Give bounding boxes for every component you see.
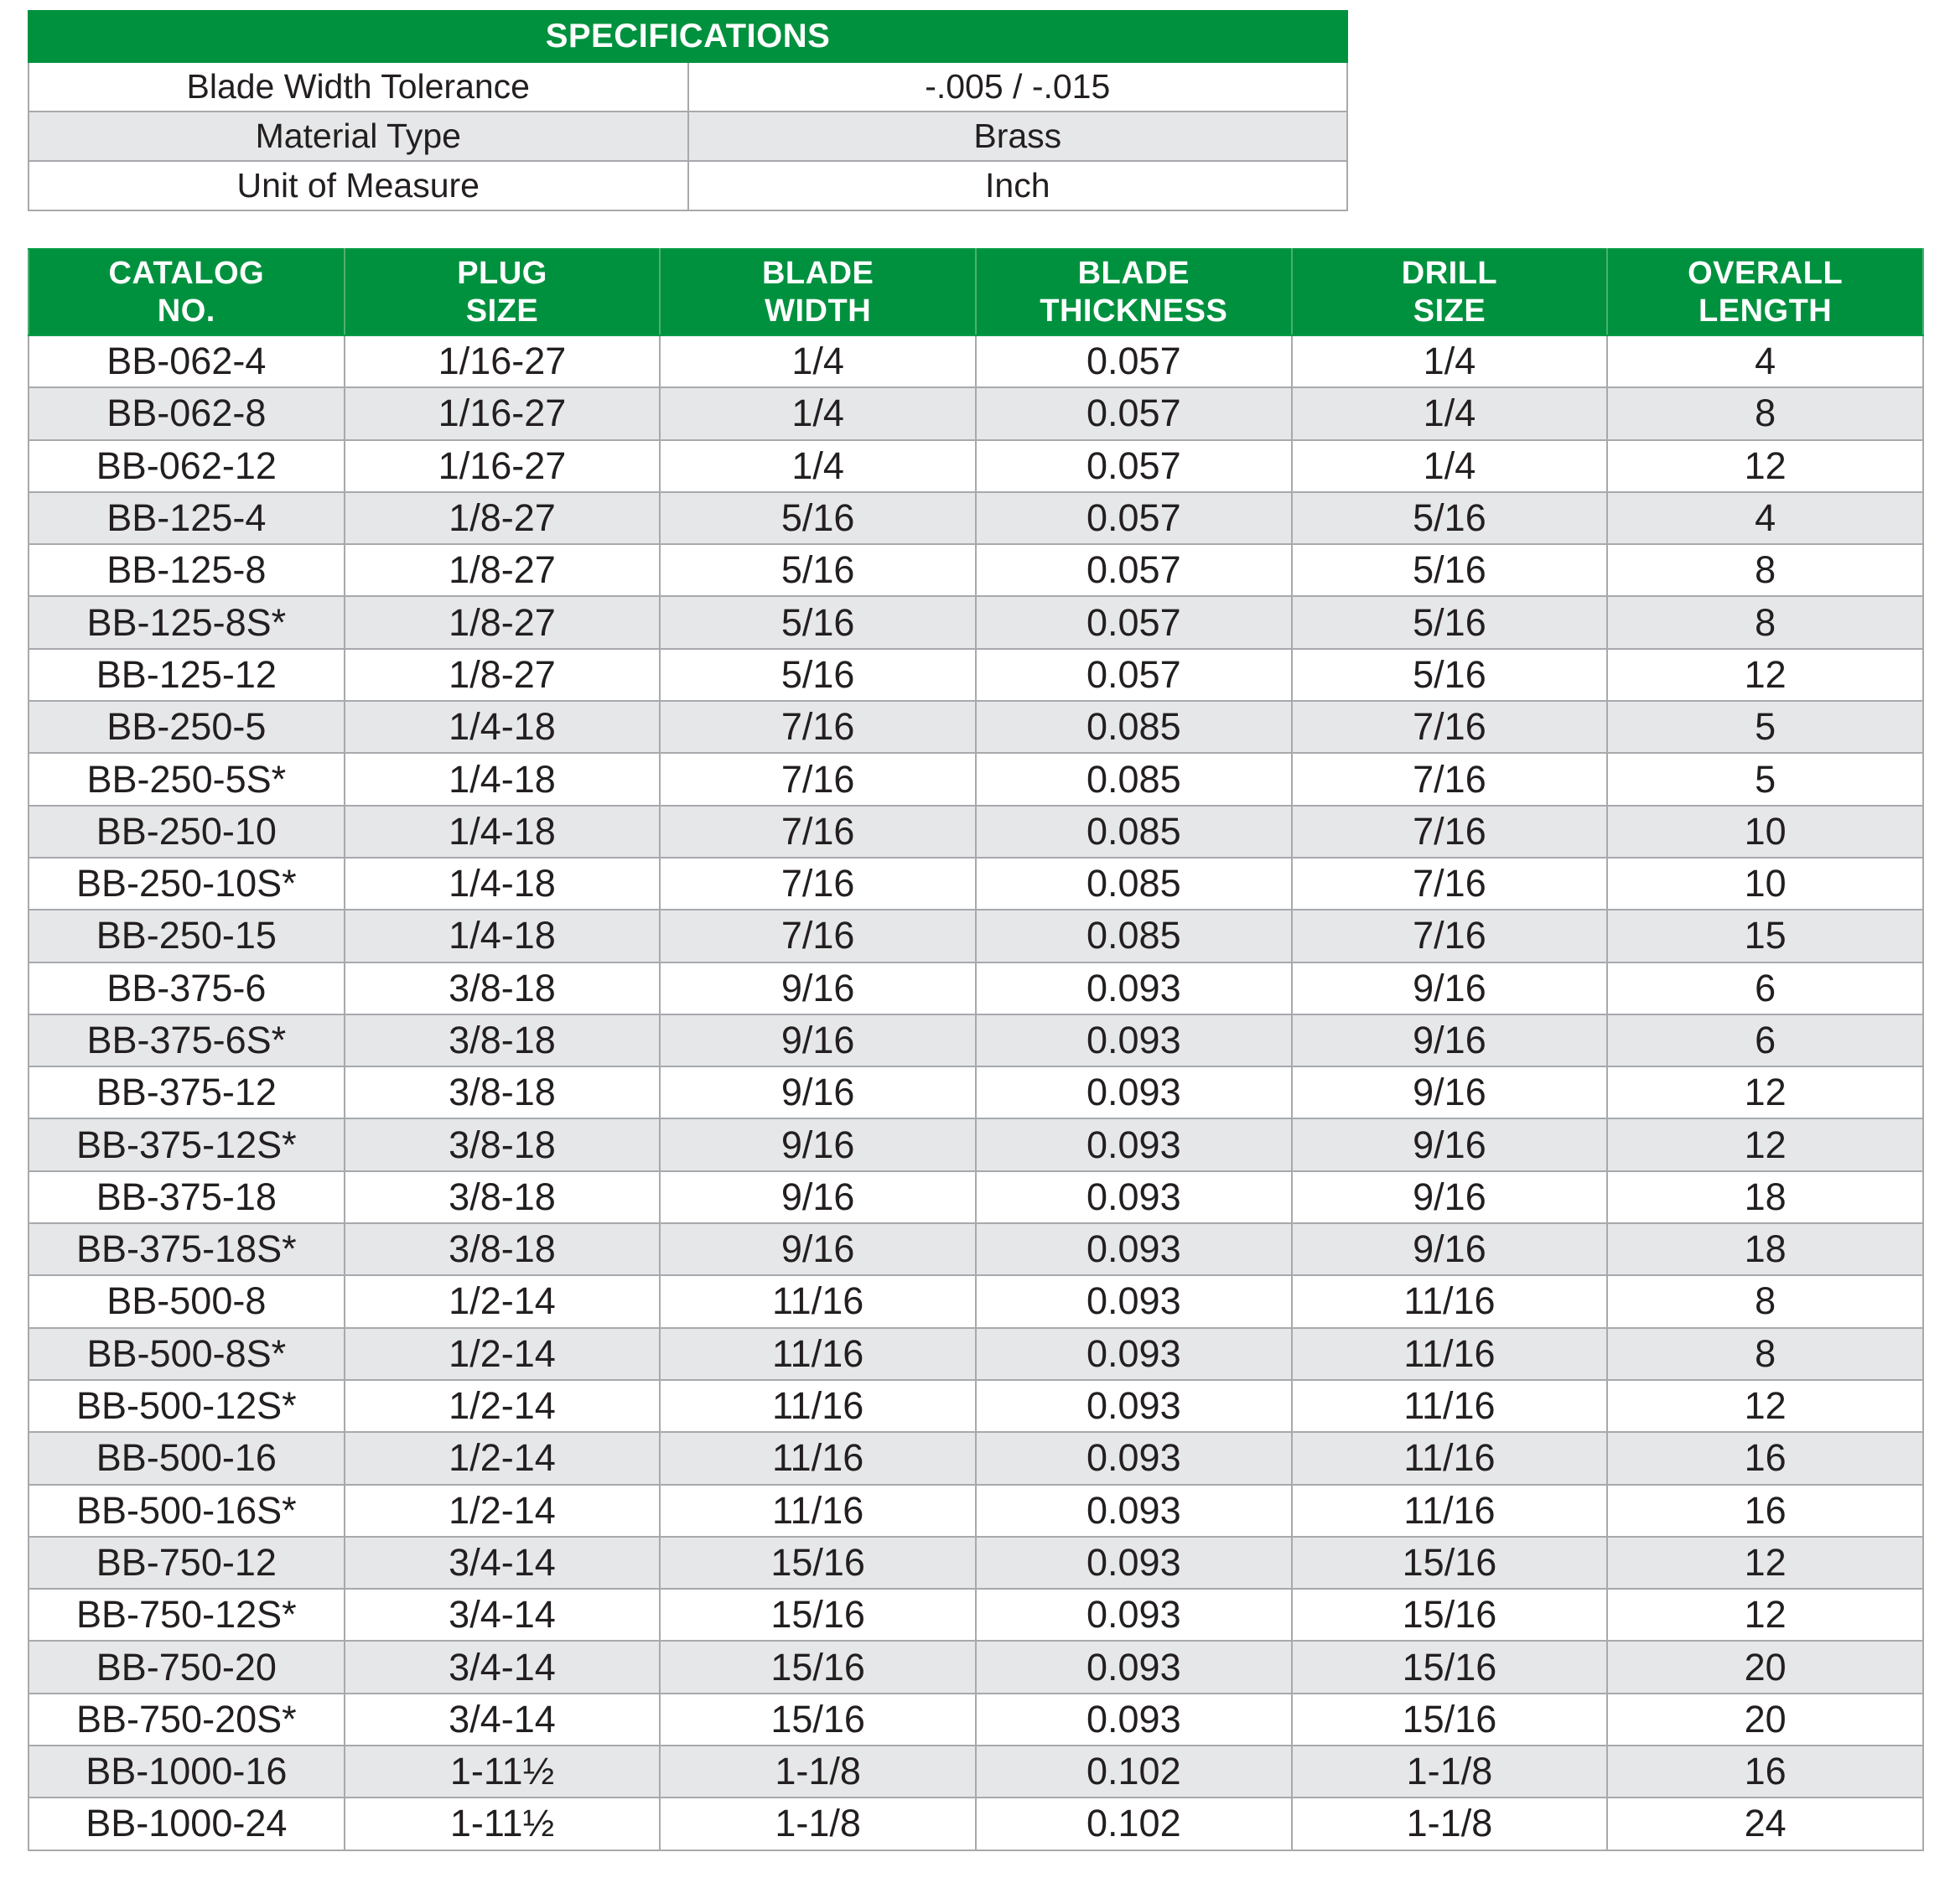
cell-blade-thickness: 0.057 bbox=[976, 387, 1292, 439]
cell-drill-size: 1-1/8 bbox=[1292, 1798, 1608, 1850]
cell-blade-thickness: 0.102 bbox=[976, 1798, 1292, 1850]
table-row bbox=[29, 1223, 1923, 1275]
cell-overall-length: 10 bbox=[1607, 806, 1923, 858]
cell-catalog-no: BB-750-20S* bbox=[29, 1694, 345, 1746]
cell-catalog-no: BB-1000-16 bbox=[29, 1746, 345, 1798]
table-row bbox=[29, 1798, 1923, 1850]
cell-catalog-no: BB-500-12S* bbox=[29, 1380, 345, 1432]
cell-blade-thickness: 0.085 bbox=[976, 753, 1292, 805]
cell-overall-length: 18 bbox=[1607, 1223, 1923, 1275]
table-row bbox=[29, 701, 1923, 753]
cell-catalog-no: BB-750-20 bbox=[29, 1641, 345, 1693]
column-header-overall-length bbox=[1607, 249, 1923, 335]
table-row bbox=[29, 596, 1923, 648]
product-table-body bbox=[29, 335, 1923, 1850]
cell-plug-size: 1/4-18 bbox=[345, 806, 661, 858]
column-header-blade-width bbox=[660, 249, 976, 335]
column-header-line: WIDTH bbox=[765, 293, 872, 329]
column-header-line: SIZE bbox=[465, 293, 539, 329]
cell-drill-size: 11/16 bbox=[1292, 1485, 1608, 1537]
cell-plug-size: 1/16-27 bbox=[345, 387, 661, 439]
table-row bbox=[29, 858, 1923, 910]
table-row bbox=[29, 1746, 1923, 1798]
cell-plug-size: 3/8-18 bbox=[345, 1171, 661, 1223]
cell-overall-length: 12 bbox=[1607, 1380, 1923, 1432]
cell-blade-thickness: 0.093 bbox=[976, 1275, 1292, 1327]
table-row bbox=[29, 806, 1923, 858]
cell-overall-length: 16 bbox=[1607, 1485, 1923, 1537]
cell-catalog-no: BB-1000-24 bbox=[29, 1798, 345, 1850]
cell-plug-size: 3/4-14 bbox=[345, 1537, 661, 1589]
cell-catalog-no: BB-125-8S* bbox=[29, 596, 345, 648]
table-row bbox=[29, 1275, 1923, 1327]
cell-blade-width: 5/16 bbox=[660, 544, 976, 596]
cell-blade-thickness: 0.057 bbox=[976, 492, 1292, 544]
cell-plug-size: 1/8-27 bbox=[345, 544, 661, 596]
column-header-line: BLADE bbox=[1077, 255, 1190, 291]
cell-blade-thickness: 0.093 bbox=[976, 1066, 1292, 1118]
table-row bbox=[29, 910, 1923, 962]
cell-blade-width: 9/16 bbox=[660, 1171, 976, 1223]
spec-row bbox=[29, 112, 1347, 161]
spec-row bbox=[29, 62, 1347, 112]
cell-blade-width: 15/16 bbox=[660, 1589, 976, 1641]
cell-overall-length: 12 bbox=[1607, 1066, 1923, 1118]
cell-plug-size: 1/4-18 bbox=[345, 753, 661, 805]
cell-catalog-no: BB-125-12 bbox=[29, 649, 345, 701]
cell-overall-length: 15 bbox=[1607, 910, 1923, 962]
cell-catalog-no: BB-500-8S* bbox=[29, 1328, 345, 1380]
cell-catalog-no: BB-062-4 bbox=[29, 335, 345, 387]
cell-plug-size: 1/4-18 bbox=[345, 910, 661, 962]
column-header-line: CATALOG bbox=[108, 255, 265, 291]
table-row bbox=[29, 387, 1923, 439]
cell-catalog-no: BB-375-12 bbox=[29, 1066, 345, 1118]
specifications-title: SPECIFICATIONS bbox=[29, 11, 1347, 62]
cell-catalog-no: BB-250-10S* bbox=[29, 858, 345, 910]
cell-overall-length: 10 bbox=[1607, 858, 1923, 910]
cell-blade-width: 5/16 bbox=[660, 492, 976, 544]
cell-plug-size: 1/8-27 bbox=[345, 492, 661, 544]
cell-overall-length: 16 bbox=[1607, 1746, 1923, 1798]
cell-blade-thickness: 0.057 bbox=[976, 440, 1292, 492]
spec-label: Material Type bbox=[29, 112, 688, 161]
cell-blade-width: 5/16 bbox=[660, 649, 976, 701]
column-header-plug-size bbox=[345, 249, 661, 335]
cell-plug-size: 1/2-14 bbox=[345, 1485, 661, 1537]
cell-blade-width: 1/4 bbox=[660, 387, 976, 439]
cell-overall-length: 24 bbox=[1607, 1798, 1923, 1850]
cell-overall-length: 4 bbox=[1607, 335, 1923, 387]
cell-blade-thickness: 0.093 bbox=[976, 962, 1292, 1014]
cell-catalog-no: BB-375-6 bbox=[29, 962, 345, 1014]
cell-drill-size: 5/16 bbox=[1292, 492, 1608, 544]
cell-drill-size: 15/16 bbox=[1292, 1641, 1608, 1693]
cell-blade-thickness: 0.057 bbox=[976, 596, 1292, 648]
cell-blade-thickness: 0.093 bbox=[976, 1223, 1292, 1275]
cell-plug-size: 1/8-27 bbox=[345, 596, 661, 648]
cell-plug-size: 1/2-14 bbox=[345, 1432, 661, 1484]
cell-blade-thickness: 0.057 bbox=[976, 649, 1292, 701]
cell-blade-thickness: 0.093 bbox=[976, 1641, 1292, 1693]
column-header-line: THICKNESS bbox=[1040, 293, 1228, 329]
cell-blade-width: 9/16 bbox=[660, 1223, 976, 1275]
column-header-line: DRILL bbox=[1401, 255, 1498, 291]
cell-plug-size: 1-11½ bbox=[345, 1798, 661, 1850]
table-row bbox=[29, 1328, 1923, 1380]
cell-overall-length: 12 bbox=[1607, 1537, 1923, 1589]
cell-blade-width: 7/16 bbox=[660, 806, 976, 858]
column-header-line: OVERALL bbox=[1688, 255, 1844, 291]
cell-catalog-no: BB-250-5 bbox=[29, 701, 345, 753]
cell-blade-width: 9/16 bbox=[660, 1066, 976, 1118]
cell-catalog-no: BB-750-12 bbox=[29, 1537, 345, 1589]
table-row bbox=[29, 1694, 1923, 1746]
spec-value: -.005 / -.015 bbox=[688, 62, 1348, 112]
cell-drill-size: 1/4 bbox=[1292, 440, 1608, 492]
cell-drill-size: 7/16 bbox=[1292, 753, 1608, 805]
cell-catalog-no: BB-250-5S* bbox=[29, 753, 345, 805]
table-row bbox=[29, 649, 1923, 701]
cell-overall-length: 8 bbox=[1607, 1328, 1923, 1380]
cell-blade-width: 1-1/8 bbox=[660, 1746, 976, 1798]
spec-label: Blade Width Tolerance bbox=[29, 62, 688, 112]
cell-plug-size: 1/16-27 bbox=[345, 440, 661, 492]
cell-drill-size: 1/4 bbox=[1292, 335, 1608, 387]
cell-overall-length: 5 bbox=[1607, 701, 1923, 753]
cell-overall-length: 6 bbox=[1607, 1014, 1923, 1066]
cell-catalog-no: BB-125-8 bbox=[29, 544, 345, 596]
column-header-catalog-no bbox=[29, 249, 345, 335]
table-row bbox=[29, 335, 1923, 387]
cell-blade-thickness: 0.085 bbox=[976, 910, 1292, 962]
cell-catalog-no: BB-062-8 bbox=[29, 387, 345, 439]
column-header-blade-thickness bbox=[976, 249, 1292, 335]
column-header-line: BLADE bbox=[761, 255, 874, 291]
product-table bbox=[28, 248, 1924, 1851]
cell-plug-size: 1/4-18 bbox=[345, 701, 661, 753]
cell-overall-length: 8 bbox=[1607, 596, 1923, 648]
cell-overall-length: 16 bbox=[1607, 1432, 1923, 1484]
table-row bbox=[29, 753, 1923, 805]
spec-value: Brass bbox=[688, 112, 1348, 161]
cell-plug-size: 1/2-14 bbox=[345, 1328, 661, 1380]
cell-blade-width: 7/16 bbox=[660, 858, 976, 910]
cell-blade-thickness: 0.093 bbox=[976, 1589, 1292, 1641]
cell-overall-length: 12 bbox=[1607, 440, 1923, 492]
cell-blade-thickness: 0.102 bbox=[976, 1746, 1292, 1798]
cell-blade-thickness: 0.093 bbox=[976, 1118, 1292, 1170]
table-row bbox=[29, 1380, 1923, 1432]
cell-drill-size: 7/16 bbox=[1292, 910, 1608, 962]
cell-overall-length: 18 bbox=[1607, 1171, 1923, 1223]
cell-overall-length: 20 bbox=[1607, 1641, 1923, 1693]
cell-blade-thickness: 0.093 bbox=[976, 1328, 1292, 1380]
cell-drill-size: 7/16 bbox=[1292, 858, 1608, 910]
cell-catalog-no: BB-500-8 bbox=[29, 1275, 345, 1327]
cell-catalog-no: BB-375-18 bbox=[29, 1171, 345, 1223]
spec-row bbox=[29, 161, 1347, 210]
cell-blade-width: 1-1/8 bbox=[660, 1798, 976, 1850]
cell-catalog-no: BB-250-15 bbox=[29, 910, 345, 962]
cell-drill-size: 11/16 bbox=[1292, 1380, 1608, 1432]
cell-blade-thickness: 0.093 bbox=[976, 1171, 1292, 1223]
cell-plug-size: 1/2-14 bbox=[345, 1275, 661, 1327]
specifications-table bbox=[28, 10, 1348, 211]
cell-drill-size: 11/16 bbox=[1292, 1275, 1608, 1327]
specifications-header-row bbox=[29, 11, 1347, 62]
cell-plug-size: 1/2-14 bbox=[345, 1380, 661, 1432]
cell-blade-width: 11/16 bbox=[660, 1275, 976, 1327]
cell-plug-size: 3/4-14 bbox=[345, 1589, 661, 1641]
cell-blade-width: 7/16 bbox=[660, 701, 976, 753]
cell-blade-width: 1/4 bbox=[660, 335, 976, 387]
cell-overall-length: 12 bbox=[1607, 649, 1923, 701]
cell-drill-size: 9/16 bbox=[1292, 962, 1608, 1014]
cell-plug-size: 3/8-18 bbox=[345, 962, 661, 1014]
cell-drill-size: 9/16 bbox=[1292, 1014, 1608, 1066]
cell-blade-thickness: 0.085 bbox=[976, 701, 1292, 753]
cell-drill-size: 7/16 bbox=[1292, 701, 1608, 753]
cell-blade-thickness: 0.093 bbox=[976, 1694, 1292, 1746]
product-header-row bbox=[29, 249, 1923, 335]
cell-overall-length: 4 bbox=[1607, 492, 1923, 544]
cell-overall-length: 8 bbox=[1607, 544, 1923, 596]
cell-blade-width: 7/16 bbox=[660, 753, 976, 805]
cell-overall-length: 12 bbox=[1607, 1589, 1923, 1641]
cell-catalog-no: BB-500-16S* bbox=[29, 1485, 345, 1537]
cell-blade-width: 7/16 bbox=[660, 910, 976, 962]
column-header-line: NO. bbox=[157, 293, 215, 329]
cell-overall-length: 20 bbox=[1607, 1694, 1923, 1746]
cell-catalog-no: BB-375-12S* bbox=[29, 1118, 345, 1170]
cell-blade-thickness: 0.093 bbox=[976, 1380, 1292, 1432]
cell-drill-size: 15/16 bbox=[1292, 1694, 1608, 1746]
cell-plug-size: 3/8-18 bbox=[345, 1223, 661, 1275]
cell-drill-size: 1/4 bbox=[1292, 387, 1608, 439]
cell-catalog-no: BB-250-10 bbox=[29, 806, 345, 858]
cell-drill-size: 1-1/8 bbox=[1292, 1746, 1608, 1798]
table-row bbox=[29, 1589, 1923, 1641]
cell-blade-width: 15/16 bbox=[660, 1694, 976, 1746]
table-row bbox=[29, 1014, 1923, 1066]
cell-catalog-no: BB-500-16 bbox=[29, 1432, 345, 1484]
cell-plug-size: 3/8-18 bbox=[345, 1118, 661, 1170]
cell-plug-size: 1/8-27 bbox=[345, 649, 661, 701]
cell-plug-size: 1/4-18 bbox=[345, 858, 661, 910]
cell-blade-width: 11/16 bbox=[660, 1380, 976, 1432]
table-row bbox=[29, 1432, 1923, 1484]
cell-drill-size: 15/16 bbox=[1292, 1589, 1608, 1641]
cell-drill-size: 9/16 bbox=[1292, 1066, 1608, 1118]
cell-overall-length: 12 bbox=[1607, 1118, 1923, 1170]
cell-blade-thickness: 0.057 bbox=[976, 544, 1292, 596]
column-header-line: LENGTH bbox=[1698, 293, 1833, 329]
cell-overall-length: 8 bbox=[1607, 1275, 1923, 1327]
cell-drill-size: 11/16 bbox=[1292, 1432, 1608, 1484]
cell-drill-size: 15/16 bbox=[1292, 1537, 1608, 1589]
cell-blade-thickness: 0.093 bbox=[976, 1014, 1292, 1066]
cell-drill-size: 11/16 bbox=[1292, 1328, 1608, 1380]
cell-blade-thickness: 0.085 bbox=[976, 858, 1292, 910]
cell-overall-length: 5 bbox=[1607, 753, 1923, 805]
cell-plug-size: 3/4-14 bbox=[345, 1641, 661, 1693]
cell-blade-width: 11/16 bbox=[660, 1328, 976, 1380]
cell-drill-size: 9/16 bbox=[1292, 1118, 1608, 1170]
cell-blade-width: 15/16 bbox=[660, 1537, 976, 1589]
spec-label: Unit of Measure bbox=[29, 161, 688, 210]
table-row bbox=[29, 1066, 1923, 1118]
cell-overall-length: 6 bbox=[1607, 962, 1923, 1014]
cell-catalog-no: BB-125-4 bbox=[29, 492, 345, 544]
cell-blade-width: 11/16 bbox=[660, 1485, 976, 1537]
cell-blade-thickness: 0.057 bbox=[976, 335, 1292, 387]
cell-drill-size: 7/16 bbox=[1292, 806, 1608, 858]
cell-catalog-no: BB-750-12S* bbox=[29, 1589, 345, 1641]
table-row bbox=[29, 1118, 1923, 1170]
column-header-line: PLUG bbox=[457, 255, 547, 291]
cell-blade-thickness: 0.085 bbox=[976, 806, 1292, 858]
table-row bbox=[29, 440, 1923, 492]
cell-overall-length: 8 bbox=[1607, 387, 1923, 439]
table-row bbox=[29, 1537, 1923, 1589]
cell-plug-size: 3/8-18 bbox=[345, 1066, 661, 1118]
cell-drill-size: 9/16 bbox=[1292, 1171, 1608, 1223]
cell-blade-thickness: 0.093 bbox=[976, 1485, 1292, 1537]
table-row bbox=[29, 544, 1923, 596]
table-row bbox=[29, 1641, 1923, 1693]
table-row bbox=[29, 1485, 1923, 1537]
cell-blade-width: 9/16 bbox=[660, 962, 976, 1014]
cell-blade-thickness: 0.093 bbox=[976, 1432, 1292, 1484]
cell-blade-width: 1/4 bbox=[660, 440, 976, 492]
cell-plug-size: 1-11½ bbox=[345, 1746, 661, 1798]
cell-blade-width: 11/16 bbox=[660, 1432, 976, 1484]
cell-blade-width: 9/16 bbox=[660, 1118, 976, 1170]
cell-drill-size: 5/16 bbox=[1292, 649, 1608, 701]
cell-drill-size: 5/16 bbox=[1292, 596, 1608, 648]
table-row bbox=[29, 1171, 1923, 1223]
cell-catalog-no: BB-375-6S* bbox=[29, 1014, 345, 1066]
cell-blade-width: 15/16 bbox=[660, 1641, 976, 1693]
cell-plug-size: 3/4-14 bbox=[345, 1694, 661, 1746]
cell-catalog-no: BB-375-18S* bbox=[29, 1223, 345, 1275]
spec-value: Inch bbox=[688, 161, 1348, 210]
cell-blade-thickness: 0.093 bbox=[976, 1537, 1292, 1589]
cell-drill-size: 5/16 bbox=[1292, 544, 1608, 596]
table-row bbox=[29, 962, 1923, 1014]
cell-catalog-no: BB-062-12 bbox=[29, 440, 345, 492]
cell-blade-width: 5/16 bbox=[660, 596, 976, 648]
cell-blade-width: 9/16 bbox=[660, 1014, 976, 1066]
table-row bbox=[29, 492, 1923, 544]
cell-plug-size: 1/16-27 bbox=[345, 335, 661, 387]
column-header-drill-size bbox=[1292, 249, 1608, 335]
cell-drill-size: 9/16 bbox=[1292, 1223, 1608, 1275]
cell-plug-size: 3/8-18 bbox=[345, 1014, 661, 1066]
column-header-line: SIZE bbox=[1413, 293, 1486, 329]
